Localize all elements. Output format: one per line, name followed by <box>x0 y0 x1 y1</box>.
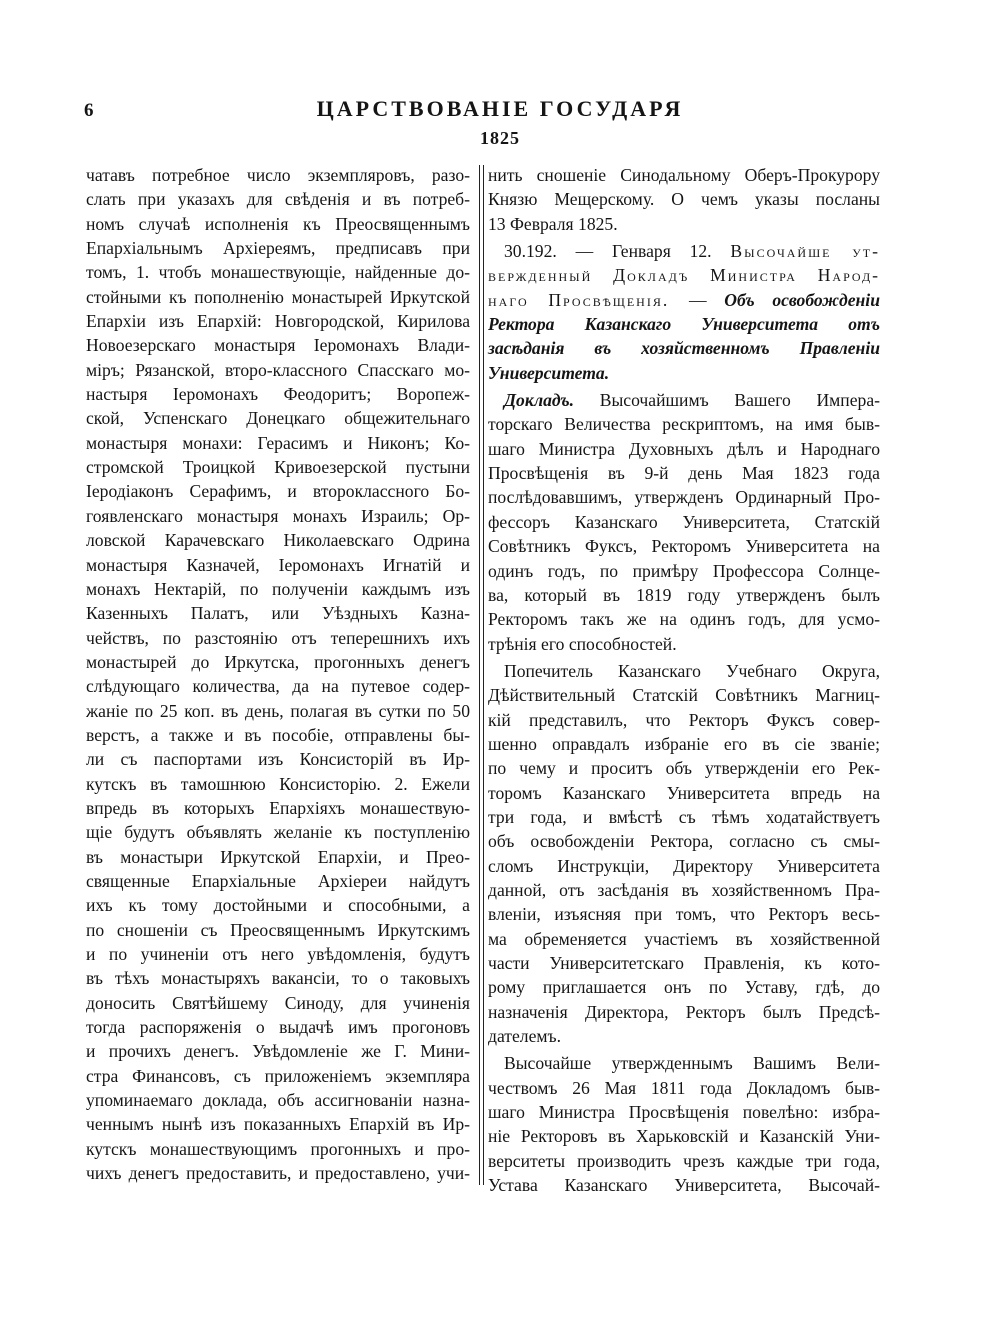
running-year: 1825 <box>480 128 520 148</box>
text-line <box>488 902 880 926</box>
column-rule <box>479 165 480 1185</box>
paragraph <box>488 239 880 385</box>
text-line <box>86 845 470 869</box>
text-segment: гоявленскаго монастыря монахъ Израиль; Ор- <box>86 505 470 526</box>
text-segment: номъ случаѣ исполненія къ Преосвященнымъ <box>86 213 470 234</box>
text-segment: ченнымъ нынѣ изъ показанныхъ Епархій въ Ир- <box>86 1114 470 1135</box>
paragraph <box>488 388 880 656</box>
text-segment: 30.192. — Генваря 12. <box>504 241 731 262</box>
text-segment: монастыря Казначей, Іеромонахъ Игнатій и <box>86 554 470 575</box>
text-line <box>488 607 880 631</box>
text-segment: впредь въ которыхъ Епархіяхъ монашествую- <box>86 797 470 818</box>
text-segment: Высочайшимъ Вашего Импера- <box>574 390 880 411</box>
text-segment: міръ; Рязанской, второ-классного Спасскаго мо- <box>86 359 470 380</box>
text-line <box>86 285 470 309</box>
text-segment: Ректора Казанскаго Университета отъ <box>488 314 880 335</box>
text-segment: кутскъ въ тамошнюю Консисторію. 2. Ежели <box>86 773 470 794</box>
text-line <box>86 1161 470 1185</box>
text-segment: упоминаемаго доклада, объ ассигнованіи назна- <box>86 1090 470 1111</box>
paragraph <box>488 163 880 236</box>
text-line <box>488 854 880 878</box>
text-line <box>86 1137 470 1161</box>
text-line <box>488 1173 880 1197</box>
text-segment: Ректоромъ такъ же на одинъ годъ, для усмо- <box>488 609 880 630</box>
text-line <box>86 528 470 552</box>
text-segment: Попечитель Казанскаго Учебнаго Округа, <box>504 660 880 681</box>
column-rule <box>483 165 484 1185</box>
text-segment: Епархіи изъ Епархій: Новгородской, Кирилова <box>86 311 470 332</box>
text-segment: наго Просвѣщенія. <box>488 289 689 310</box>
text-segment: слѣдующаго количества, да на путевое содер- <box>86 676 470 697</box>
text-line <box>488 756 880 780</box>
text-line <box>86 553 470 577</box>
text-line <box>488 559 880 583</box>
text-segment: стромской Троицкой Кривоезерской пустыни <box>86 457 470 478</box>
text-segment: и по учиненіи отъ него увѣдомленія, будутъ <box>86 944 470 964</box>
text-segment: монастыря монахи: Герасимъ и Никонъ; Ко- <box>86 432 470 453</box>
text-line <box>86 966 470 990</box>
text-line <box>488 583 880 607</box>
text-line <box>488 1149 880 1173</box>
text-segment: по чему и проситъ объ утвержденіи его Рек- <box>488 758 880 779</box>
text-line <box>86 577 470 601</box>
text-segment: ніе Ректоровъ въ Харьковскій и Казанскій Уни- <box>488 1126 880 1147</box>
text-line <box>86 601 470 625</box>
text-segment: объ освобожденіи Ректора, согласно съ смы- <box>488 831 880 852</box>
running-title: ЦАРСТВОВАНІЕ ГОСУДАРЯ <box>316 96 684 121</box>
text-line <box>488 388 880 412</box>
text-segment: ловской Карачевскаго Николаевскаго Одрина <box>86 530 470 551</box>
text-segment: щіе будутъ объявлять желаніе къ поступленію <box>86 822 470 843</box>
text-line <box>86 187 470 211</box>
page-number: 6 <box>84 100 94 121</box>
text-segment: фессоръ Казанскаго Университета, Статскій <box>488 511 880 532</box>
text-line <box>488 683 880 707</box>
text-line <box>86 699 470 723</box>
text-segment: — <box>688 289 725 310</box>
text-line <box>86 869 470 893</box>
text-line <box>488 361 880 385</box>
text-line <box>86 1112 470 1136</box>
text-line <box>488 632 880 656</box>
text-segment: вержденный Докладъ Министра Народ- <box>488 265 880 286</box>
text-line <box>488 1100 880 1124</box>
text-segment: доносить Святѣйшему Синоду, для учиненія <box>86 992 470 1013</box>
text-segment: рому приглашается онъ по Уставу, гдѣ, до <box>488 977 880 998</box>
text-line <box>488 1076 880 1100</box>
text-line <box>488 1000 880 1024</box>
text-segment: ихъ къ тому достойными и способными, а <box>86 895 470 916</box>
text-segment: верстъ, а также и въ пособіе, отправлены бы- <box>86 724 470 745</box>
text-line <box>86 358 470 382</box>
text-line <box>488 263 880 287</box>
text-line <box>86 1039 470 1063</box>
text-segment: въ монастыри Иркутской Епархіи, и Прео- <box>86 846 470 867</box>
text-line <box>86 1015 470 1039</box>
text-line <box>86 212 470 236</box>
text-segment: Новоезерскаго монастыря Іеромонахъ Влади- <box>86 335 470 356</box>
text-segment: части Университетскаго Правленія, къ кото- <box>488 953 880 973</box>
text-segment: шаго Министра Просвѣщенія повелѣно: избра- <box>488 1102 880 1123</box>
text-line <box>86 796 470 820</box>
text-segment: кій представилъ, что Ректоръ Фуксъ совер- <box>488 709 880 730</box>
text-line <box>488 412 880 436</box>
text-line <box>86 820 470 844</box>
text-segment: назначенія Директора, Ректоръ былъ Предсѣ- <box>488 1001 880 1022</box>
text-segment: верситеты производить чрезъ каждые три года, <box>488 1150 880 1171</box>
text-line <box>86 650 470 674</box>
text-segment: Дѣйствительный Статскій Совѣтникъ Магниц- <box>488 685 880 706</box>
text-segment: томъ, 1. чтобъ монашествующіе, найденные до- <box>86 262 470 283</box>
text-segment: чатавъ потребное число экземпляровъ, разо- <box>86 165 470 185</box>
text-line <box>86 163 470 187</box>
text-line <box>86 309 470 333</box>
text-line <box>86 382 470 406</box>
text-segment: данной, отъ засѣданія въ хозяйственномъ Пра- <box>488 879 880 900</box>
text-line <box>488 951 880 975</box>
text-line <box>86 455 470 479</box>
text-line <box>488 781 880 805</box>
text-segment: ва, который въ 1819 году утвержденъ былъ <box>488 584 880 605</box>
text-line <box>488 239 880 263</box>
text-line <box>86 626 470 650</box>
text-line <box>86 260 470 284</box>
text-segment: вленіи, изъясняя при томъ, что Ректоръ весь- <box>488 904 880 925</box>
text-segment: Іеродіаконъ Серафимъ, и второклассного Бо- <box>86 481 470 502</box>
text-line <box>86 772 470 796</box>
text-line <box>86 918 470 942</box>
text-line <box>86 674 470 698</box>
text-segment: ской, Успенскаго Донецкаго общежительнаго <box>86 408 470 429</box>
text-line <box>488 975 880 999</box>
text-line <box>86 431 470 455</box>
text-segment: Высочайше утвержденнымъ Вашимъ Вели- <box>504 1053 880 1074</box>
text-segment: священные Епархіальные Архіереи найдутъ <box>86 870 470 891</box>
text-line <box>488 187 880 211</box>
text-segment: Университета. <box>488 362 610 383</box>
text-segment: жаніе по 25 коп. въ день, полагая въ сутки по 50 <box>86 700 470 721</box>
text-segment: кутскъ монашествующимъ прогонныхъ и про- <box>86 1138 470 1159</box>
text-segment: Докладъ. <box>504 390 575 411</box>
text-segment: Совѣтникъ Фуксъ, Ректоромъ Университета на <box>488 536 880 557</box>
text-segment: чихъ денегъ предоставить, и предоставлено, учи- <box>86 1163 470 1184</box>
text-line <box>488 461 880 485</box>
text-line <box>86 406 470 430</box>
text-segment: чействъ, по разстоянію отъ теперешнихъ ихъ <box>86 627 470 648</box>
text-segment: стойными къ пополненію монастырей Иркутской <box>86 286 470 307</box>
text-line <box>488 829 880 853</box>
right-column <box>488 163 880 1200</box>
text-segment: въ тѣхъ монастыряхъ вакансіи, то о таковыхъ <box>86 968 470 989</box>
text-line <box>488 163 880 187</box>
text-line <box>488 805 880 829</box>
paragraph <box>488 659 880 1049</box>
text-segment: Высочайше ут- <box>730 241 880 262</box>
text-line <box>488 485 880 509</box>
text-line <box>488 312 880 336</box>
text-segment: торскаго Величества рескриптомъ, на имя быв- <box>488 414 880 435</box>
text-segment: три года, и вмѣстѣ съ тѣмъ ходатайствуетъ <box>488 806 880 827</box>
text-segment: тогда распоряженія о выдачѣ имъ прогоновъ <box>86 1017 470 1038</box>
text-line <box>488 510 880 534</box>
left-column <box>86 163 470 1188</box>
text-segment: Епархіальнымъ Архіереямъ, предписавъ при <box>86 238 470 259</box>
text-segment: Просвѣщенія въ 9-й день Мая 1823 года <box>488 463 880 484</box>
text-segment: монастырей до Иркутска, прогонныхъ денегъ <box>86 651 470 672</box>
text-line <box>488 437 880 461</box>
text-segment: ма обременяется участіемъ въ хозяйственной <box>488 928 880 949</box>
text-segment: послѣдовавшимъ, утвержденъ Ординарный Про- <box>488 487 880 508</box>
text-line <box>488 1024 880 1048</box>
text-segment: и прочихъ денегъ. Увѣдомленіе же Г. Мини- <box>86 1041 470 1062</box>
text-segment: сломъ Инструкціи, Директору Университета <box>488 855 880 876</box>
paragraph <box>86 163 470 1185</box>
text-segment: стра Финансовъ, съ приложеніемъ экземпляра <box>86 1065 470 1086</box>
text-segment: трѣнія его способностей. <box>488 633 677 654</box>
text-segment: дателемъ. <box>488 1026 562 1047</box>
text-segment: торомъ Казанскаго Университета впредь на <box>488 782 880 803</box>
text-line <box>86 893 470 917</box>
text-line <box>488 878 880 902</box>
text-line <box>488 1051 880 1075</box>
text-segment: монахъ Нектарій, по полученіи каждымъ изъ <box>86 578 470 599</box>
text-line <box>488 927 880 951</box>
text-line <box>86 747 470 771</box>
text-segment: Князю Мещерскому. О чемъ указы посланы <box>488 189 880 210</box>
text-line <box>488 288 880 312</box>
text-line <box>488 1124 880 1148</box>
text-line <box>488 708 880 732</box>
text-line <box>488 534 880 558</box>
text-line <box>86 333 470 357</box>
text-segment: ли съ паспортами изъ Консисторій въ Ир- <box>86 749 470 770</box>
text-line <box>86 479 470 503</box>
text-line <box>86 991 470 1015</box>
text-segment: Устава Казанскаго Университета, Высочай- <box>488 1175 880 1196</box>
text-line <box>86 504 470 528</box>
text-segment: настыря Іеромонахъ Феодоритъ; Воропеж- <box>86 384 470 405</box>
text-segment: шенно оправдалъ избраніе его въ сіе званіе; <box>488 733 880 754</box>
text-line <box>488 732 880 756</box>
paragraph <box>488 1051 880 1197</box>
text-line <box>86 942 470 966</box>
text-line <box>86 723 470 747</box>
text-line <box>86 236 470 260</box>
text-segment: засѣданія въ хозяйственномъ Правленіи <box>488 338 880 359</box>
text-line <box>488 336 880 360</box>
text-segment: одинъ годъ, по примѣру Профессора Солнце- <box>488 560 880 581</box>
text-segment: 13 Февраля 1825. <box>488 213 618 234</box>
text-line <box>86 1064 470 1088</box>
text-line <box>488 212 880 236</box>
text-line <box>488 659 880 683</box>
text-segment: слать при указахъ для свѣденія и въ потреб- <box>86 189 470 210</box>
text-segment: Объ освобожденіи <box>724 289 880 310</box>
text-line <box>86 1088 470 1112</box>
text-segment: по сношеніи съ Преосвященнымъ Иркутскимъ <box>86 919 470 940</box>
text-segment: чествомъ 26 Мая 1811 года Докладомъ быв- <box>488 1077 880 1098</box>
text-segment: нить сношеніе Синодальному Оберъ-Прокурору <box>488 165 880 185</box>
text-segment: шаго Министра Духовныхъ дѣлъ и Народнаго <box>488 438 880 459</box>
text-segment: Казенныхъ Палатъ, или Уѣздныхъ Казна- <box>86 603 470 624</box>
